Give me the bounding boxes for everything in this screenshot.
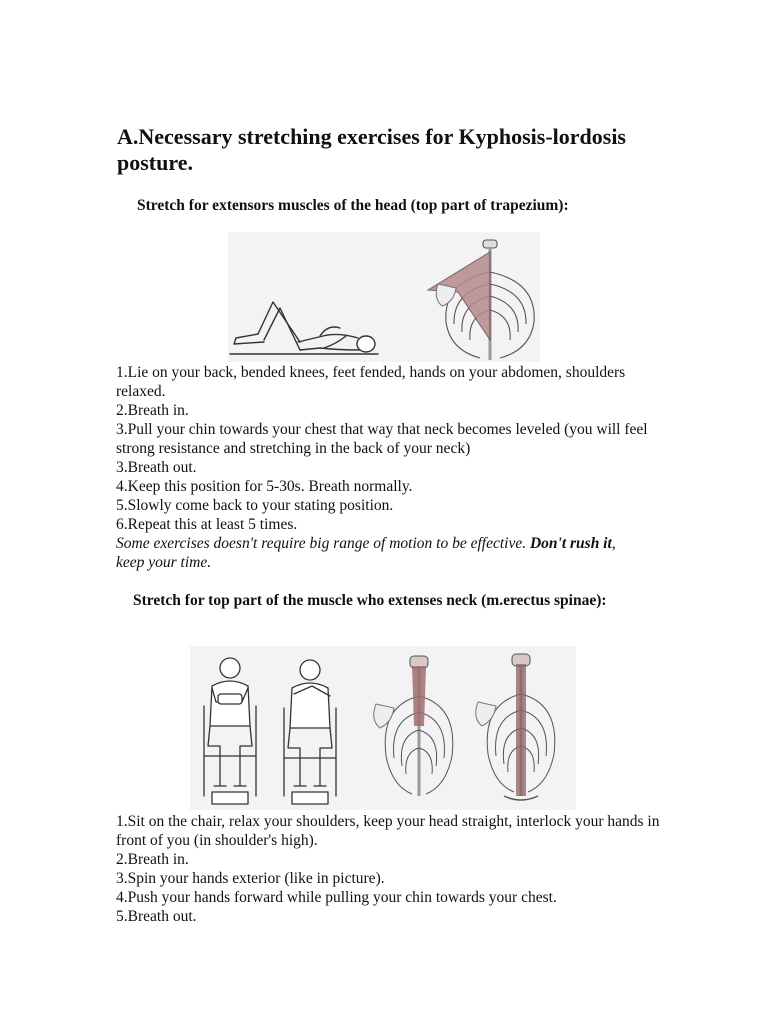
lying-stretch-illustration xyxy=(228,232,540,362)
step-item: 3.Pull your chin towards your chest that way that neck becomes leveled (you will feel strong resistance and stretching in the back of your neck) xyxy=(116,421,648,457)
section2-steps xyxy=(116,812,661,926)
step-item: 1.Sit on the chair, relax your shoulders, keep your head straight, interlock your hands in front of you (in shoulder's high). xyxy=(116,813,660,849)
step-item: 1.Lie on your back, bended knees, feet fended, hands on your abdomen, shoulders relaxed. xyxy=(116,364,626,400)
step-item: 5.Breath out. xyxy=(116,908,197,925)
step-item: 2.Breath in. xyxy=(116,851,189,868)
step-item: 4.Keep this position for 5-30s. Breath normally. xyxy=(116,478,413,495)
note-italic: Some exercises doesn't require big range of motion to be effective. xyxy=(116,535,530,552)
step-item: 3.Breath out. xyxy=(116,459,197,476)
step-item: 5.Slowly come back to your stating position. xyxy=(116,497,394,514)
section1-note xyxy=(116,534,636,572)
step-item: 2.Breath in. xyxy=(116,402,189,419)
note-bold: Don't rush it xyxy=(529,535,612,552)
seated-stretch-illustration xyxy=(190,646,576,810)
section1-figure xyxy=(228,232,540,362)
section2-figure xyxy=(190,646,576,810)
step-item: 4.Push your hands forward while pulling your chin towards your chest. xyxy=(116,889,557,906)
section2-heading: Stretch for top part of the muscle who extenses neck (m.erectus spinae): xyxy=(133,592,607,609)
step-item: 3.Spin your hands exterior (like in picture). xyxy=(116,870,385,887)
section1-heading: Stretch for extensors muscles of the head (top part of trapezium): xyxy=(137,197,569,214)
note-end: , keep your time. xyxy=(116,535,616,571)
section1-steps xyxy=(116,363,661,534)
page-title: A.Necessary stretching exercises for Kyphosis-lordosis posture. xyxy=(117,124,626,175)
step-item: 6.Repeat this at least 5 times. xyxy=(116,516,298,533)
